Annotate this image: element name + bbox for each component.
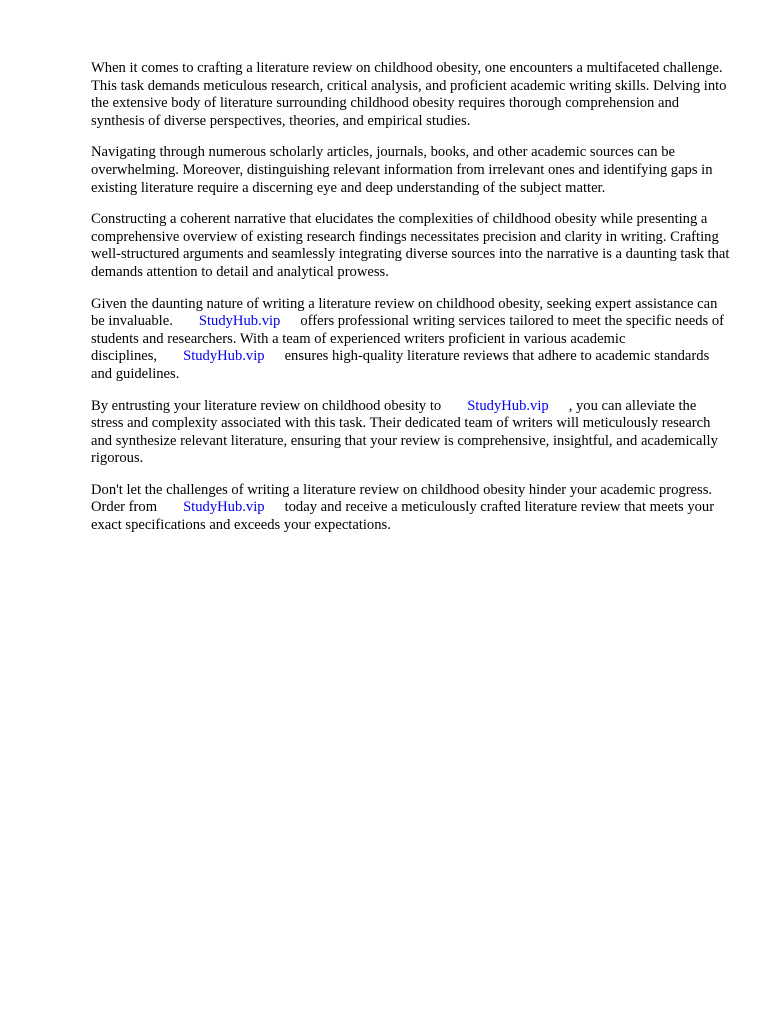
paragraph-text: today and receive a meticulously crafted literature review that meets your exact specifications and exceeds your expectations. [91, 499, 715, 534]
studyhub-link[interactable]: StudyHub.vip [198, 313, 281, 330]
paragraph-assistance [91, 296, 731, 384]
paragraph-text: Navigating through numerous scholarly articles, journals, books, and other academic sources can be overwhelming. Moreover, distinguishing relevant information from irrelevant ones and identifying gaps in existing literature require a discerning eye and deep understanding of the subject matter. [91, 144, 713, 196]
paragraph-constructing [91, 211, 731, 281]
paragraph-text: By entrusting your literature review on childhood obesity to [91, 397, 442, 414]
paragraph-navigating [91, 144, 731, 197]
paragraph-text: Constructing a coherent narrative that elucidates the complexities of childhood obesity while presenting a comprehensive overview of existing research findings necessitates precision and clarity in writing. Crafting well-structured arguments and seamlessly integrating diverse sources into the narrative is a daunting task that demands attention to detail and analytical prowess. [91, 211, 730, 280]
paragraph-order [91, 482, 731, 535]
studyhub-link[interactable]: StudyHub.vip [467, 397, 549, 414]
paragraph-text: offers professional writing services tailored to meet the specific needs of students and researchers. With a team of experienced writers proficient in various academic disciplines, [91, 313, 724, 365]
paragraph-entrusting [91, 398, 731, 468]
studyhub-link[interactable]: StudyHub.vip [183, 499, 265, 516]
document-page [91, 60, 731, 549]
paragraph-text: , you can alleviate the stress and complexity associated with this task. Their dedicated team of writers will meticulously research and synthesize relevant literature, ensuring that your review is comprehensive, insightful, and academically rigorous. [91, 397, 718, 467]
paragraph-text: ensures high-quality literature reviews that adhere to academic standards and guidelines. [91, 348, 710, 382]
paragraph-text: Given the daunting nature of writing a literature review on childhood obesity, seeking expert assistance can be invaluable. [91, 295, 718, 330]
paragraph-intro [91, 60, 731, 130]
studyhub-link[interactable]: StudyHub.vip [183, 348, 265, 365]
paragraph-text: Don't let the challenges of writing a literature review on childhood obesity hinder your academic progress. Order from [91, 481, 713, 516]
paragraph-text: When it comes to crafting a literature review on childhood obesity, one encounters a multifaceted challenge. This task demands meticulous research, critical analysis, and proficient academic writing skills. Delving into the extensive body of literature surrounding childhood obesity requires thorough comprehension and synthesis of diverse perspectives, theories, and empirical studies. [91, 60, 727, 129]
